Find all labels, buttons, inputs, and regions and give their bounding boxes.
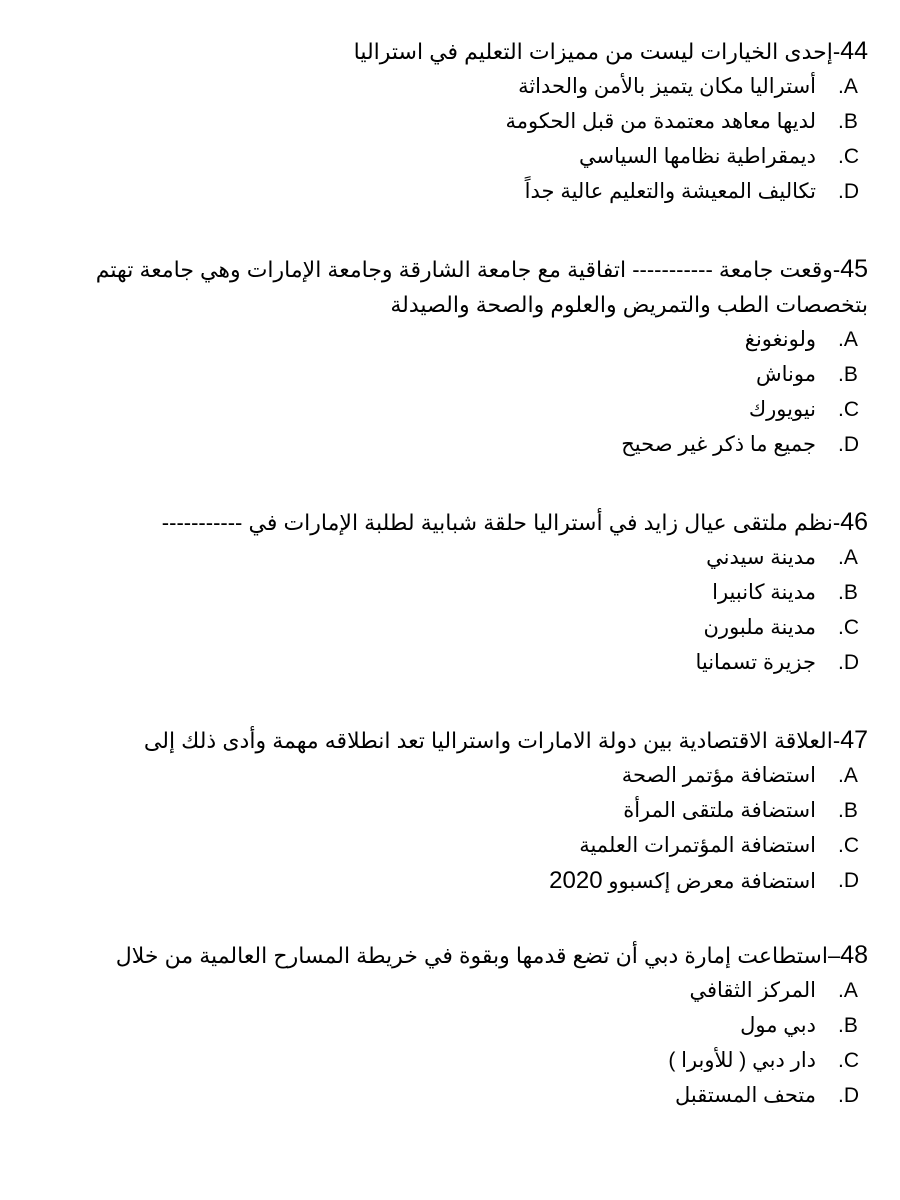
option-letter: .D [838, 433, 859, 456]
options-list [38, 973, 868, 1113]
option-b[interactable] [38, 793, 868, 828]
option-text: موناش [756, 363, 816, 386]
option-letter: .D [838, 651, 859, 674]
option-a[interactable] [38, 322, 868, 357]
option-text: استضافة ملتقى المرأة [623, 799, 816, 822]
option-letter: .A [838, 764, 858, 787]
option-text: تكاليف المعيشة والتعليم عالية جداً [524, 180, 816, 203]
option-text: دبي مول [740, 1014, 816, 1037]
question-separator: - [832, 39, 841, 64]
option-b[interactable] [38, 104, 868, 139]
question-separator: - [832, 257, 841, 282]
question-46 [38, 505, 868, 680]
option-b[interactable] [38, 1008, 868, 1043]
option-c[interactable] [38, 1043, 868, 1078]
option-b[interactable] [38, 357, 868, 392]
option-text: استضافة معرض إكسبوو [608, 870, 816, 893]
option-letter: .C [838, 1049, 859, 1072]
option-text: لديها معاهد معتمدة من قبل الحكومة [505, 110, 816, 133]
option-d[interactable] [38, 645, 868, 680]
option-text: نيويورك [748, 398, 816, 421]
question-title [38, 938, 868, 973]
option-c[interactable] [38, 828, 868, 863]
options-list [38, 540, 868, 680]
option-text: أستراليا مكان يتميز بالأمن والحداثة [518, 75, 816, 98]
option-letter: .C [838, 398, 859, 421]
options-list [38, 322, 868, 462]
question-title [38, 505, 868, 540]
option-text: جزيرة تسمانيا [695, 651, 816, 674]
question-text: العلاقة الاقتصادية بين دولة الامارات واستراليا تعد انطلاقه مهمة وأدى ذلك إلى [143, 728, 833, 753]
option-year: 2020 [549, 867, 603, 894]
question-text: نظم ملتقى عيال زايد في أستراليا حلقة شبابية لطلبة الإمارات في ----------- [161, 510, 833, 535]
option-d[interactable] [38, 174, 868, 209]
question-number: 47 [840, 726, 868, 754]
option-text: متحف المستقبل [674, 1084, 816, 1107]
question-separator: – [827, 943, 841, 968]
option-a[interactable] [38, 69, 868, 104]
question-separator: - [832, 510, 841, 535]
option-text: جميع ما ذكر غير صحيح [621, 433, 816, 456]
question-title [38, 723, 868, 758]
question-text: وقعت جامعة ----------- اتفاقية مع جامعة الشارقة وجامعة الإمارات وهي جامعة تهتم بتخصصات الطب والتمريض والعلوم والصحة والصيدلة [95, 257, 868, 317]
option-text: استضافة مؤتمر الصحة [621, 764, 816, 787]
option-letter: .B [838, 1014, 858, 1037]
option-d[interactable] [38, 863, 868, 898]
option-letter: .B [838, 581, 858, 604]
question-number: 48 [840, 941, 868, 969]
question-text: إحدى الخيارات ليست من مميزات التعليم في استراليا [353, 39, 833, 64]
option-text: دار دبي ( للأوبرا ) [668, 1049, 816, 1072]
question-47 [38, 723, 868, 898]
option-a[interactable] [38, 973, 868, 1008]
options-list [38, 758, 868, 898]
option-letter: .A [838, 328, 858, 351]
option-letter: .D [838, 180, 859, 203]
question-number: 46 [840, 508, 868, 536]
option-text: مدينة ملبورن [703, 616, 816, 639]
option-a[interactable] [38, 540, 868, 575]
option-d[interactable] [38, 1078, 868, 1113]
option-letter: .C [838, 145, 859, 168]
option-letter: .A [838, 546, 858, 569]
question-45 [38, 252, 868, 462]
option-text: المركز الثقافي [689, 979, 816, 1002]
question-text: استطاعت إمارة دبي أن تضع قدمها وبقوة في خريطة المسارح العالمية من خلال [115, 943, 828, 968]
question-44 [38, 34, 868, 209]
option-letter: .B [838, 110, 858, 133]
option-text: ولونغونغ [744, 328, 816, 351]
options-list [38, 69, 868, 209]
option-b[interactable] [38, 575, 868, 610]
option-text: استضافة المؤتمرات العلمية [579, 834, 816, 857]
option-text: مدينة كانبيرا [712, 581, 816, 604]
question-title [38, 34, 868, 69]
option-a[interactable] [38, 758, 868, 793]
option-letter: .B [838, 799, 858, 822]
option-letter: .C [838, 616, 859, 639]
option-letter: .A [838, 979, 858, 1002]
question-separator: - [832, 728, 841, 753]
option-c[interactable] [38, 610, 868, 645]
option-letter: .C [838, 834, 859, 857]
question-number: 44 [840, 37, 868, 65]
option-text: ديمقراطية نظامها السياسي [579, 145, 816, 168]
option-text: مدينة سيدني [706, 546, 816, 569]
question-title [38, 252, 868, 322]
question-48 [38, 938, 868, 1113]
option-d[interactable] [38, 427, 868, 462]
option-letter: .B [838, 363, 858, 386]
option-letter: .D [838, 869, 859, 892]
option-letter: .A [838, 75, 858, 98]
question-number: 45 [840, 255, 868, 283]
option-c[interactable] [38, 392, 868, 427]
option-letter: .D [838, 1084, 859, 1107]
option-c[interactable] [38, 139, 868, 174]
